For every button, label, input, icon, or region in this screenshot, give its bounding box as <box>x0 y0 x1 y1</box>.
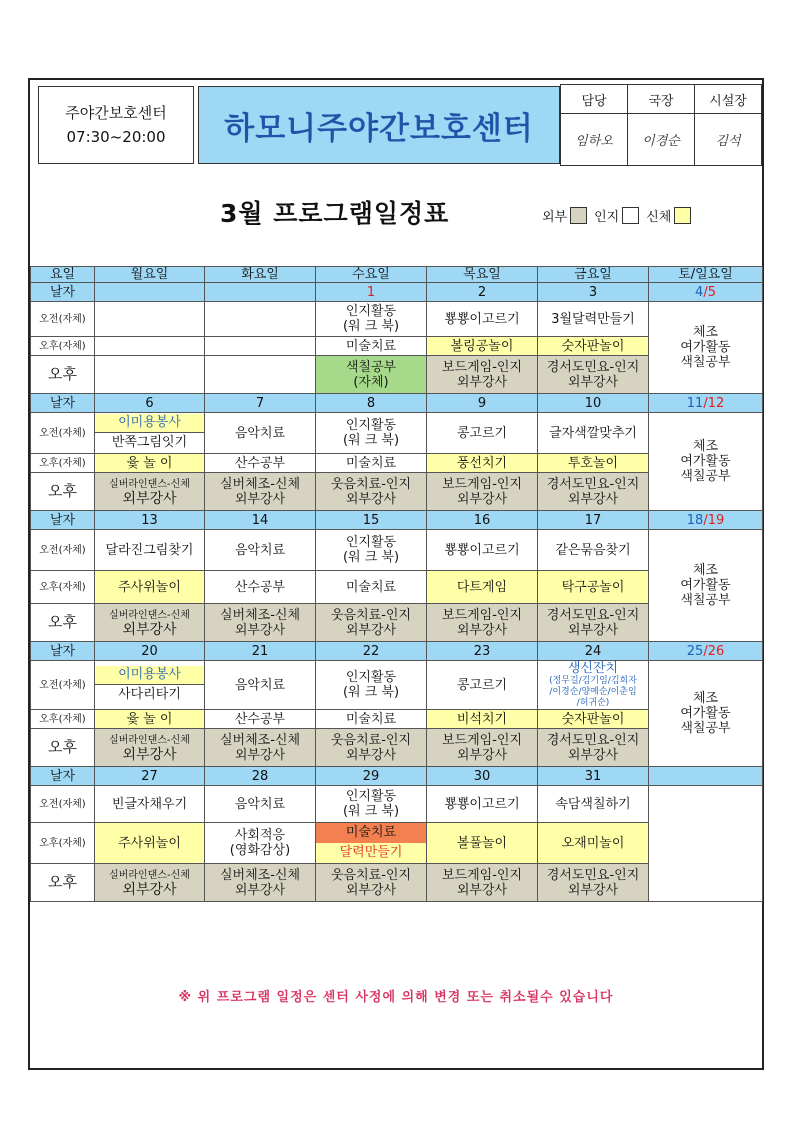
weekend-activity: 체조 <box>692 691 719 706</box>
weekend-activity: 여가활동 <box>680 706 731 721</box>
date-cell: 10 <box>538 394 649 413</box>
activity-text: 뿅뿅이고르기 <box>427 786 538 823</box>
approval-signature: 김석 <box>695 114 762 166</box>
activity-text: 3월달력만들기 <box>538 302 649 337</box>
row-label: 오후(자체) <box>31 710 95 729</box>
weekend-activity: 체조 <box>692 563 719 578</box>
date-cell: 3 <box>538 283 649 302</box>
activity-text: 산수공부 <box>205 710 316 729</box>
activity-text: 산수공부 <box>205 454 316 473</box>
approval-signature: 이경순 <box>628 114 695 166</box>
approval-role: 국장 <box>628 85 695 114</box>
sunday-date: /26 <box>703 643 725 659</box>
activity-text: 달라진그림찾기 <box>95 530 205 571</box>
date-row <box>31 642 763 661</box>
date-row-label: 날자 <box>31 283 95 302</box>
activity-text: 실버체조-신체 외부강사 <box>205 604 316 642</box>
activity-text: 사회적응 (영화감상) <box>205 823 316 864</box>
activity-text: 경서도민요-인지 외부강사 <box>538 729 649 767</box>
footer-notice: ※ 위 프로그램 일정은 센터 사정에 의해 변경 또는 취소될수 있습니다 <box>178 990 614 1005</box>
weekend-activities <box>649 661 763 767</box>
legend-swatch <box>570 207 587 224</box>
row-label: 오후 <box>31 729 95 767</box>
date-cell <box>205 283 316 302</box>
weekend-activity: 체조 <box>692 439 719 454</box>
weekday-header: 목요일 <box>427 267 538 283</box>
date-cell: 27 <box>95 767 205 786</box>
row-label: 오후 <box>31 473 95 511</box>
activity-text: 주사위놀이 <box>95 571 205 604</box>
line-dance-label: 실버라인댄스-신체 <box>109 869 190 881</box>
activity-text: 인지활동 (워 크 북) <box>316 786 427 823</box>
date-cell: 16 <box>427 511 538 530</box>
row-label: 오후(자체) <box>31 337 95 356</box>
weekend-activity: 여가활동 <box>680 454 731 469</box>
activity-text: 글자색깔맞추기 <box>538 413 649 454</box>
weekend-activity: 여가활동 <box>680 340 731 355</box>
row-label: 오후 <box>31 604 95 642</box>
weekday-header: 금요일 <box>538 267 649 283</box>
activity-text: 보드게임-인지 외부강사 <box>427 473 538 511</box>
activity-text: 다트게임 <box>427 571 538 604</box>
activity-text: 인지활동 (워 크 북) <box>316 302 427 337</box>
page-title: 하모니주야간보호센터 <box>198 86 560 164</box>
weekend-date-cell <box>649 511 763 530</box>
birthday-party-label: 생신잔치 <box>567 661 619 676</box>
date-cell: 29 <box>316 767 427 786</box>
activity-text: 같은묶음찾기 <box>538 530 649 571</box>
date-row <box>31 767 763 786</box>
activity-text: 웃음치료-인지 외부강사 <box>316 864 427 902</box>
activity-text: 보드게임-인지 외부강사 <box>427 356 538 394</box>
activity-text <box>95 302 205 337</box>
weekend-empty <box>649 786 763 902</box>
am-row <box>31 530 763 571</box>
line-dance-label: 실버라인댄스-신체 <box>109 609 190 621</box>
line-dance-label: 실버라인댄스-신체 <box>109 734 190 746</box>
weekday-header: 요일 <box>31 267 95 283</box>
weekend-activity: 여가활동 <box>680 578 731 593</box>
legend-label: 외부 <box>542 210 568 225</box>
line-dance-label: 실버라인댄스-신체 <box>109 478 190 490</box>
activity-text: 음악치료 <box>205 786 316 823</box>
date-row <box>31 394 763 413</box>
activity-text: 숫자판놀이 <box>538 710 649 729</box>
activity-text: 웃음치료-인지 외부강사 <box>316 729 427 767</box>
saturday-date: 11 <box>686 395 704 411</box>
date-cell: 2 <box>427 283 538 302</box>
row-label: 오후(자체) <box>31 571 95 604</box>
row-label: 오후 <box>31 356 95 394</box>
saturday-date: 18 <box>686 512 704 528</box>
weekday-header-row <box>31 267 763 283</box>
weekend-date-cell <box>649 767 763 786</box>
activity-text: 경서도민요-인지 외부강사 <box>538 473 649 511</box>
legend-swatch <box>622 207 639 224</box>
activity-text: 윷 놀 이 <box>95 454 205 473</box>
weekend-activities <box>649 302 763 394</box>
weekend-date-cell <box>649 394 763 413</box>
weekend-activity: 색칠공부 <box>680 593 731 608</box>
date-cell: 6 <box>95 394 205 413</box>
date-cell: 17 <box>538 511 649 530</box>
header <box>30 80 762 170</box>
activity-text: 뿅뿅이고르기 <box>427 530 538 571</box>
activity-text <box>205 337 316 356</box>
date-cell: 24 <box>538 642 649 661</box>
date-cell: 20 <box>95 642 205 661</box>
activity-text: 인지활동 (워 크 북) <box>316 661 427 710</box>
approval-signature: 임하오 <box>561 114 628 166</box>
activity-text: 사다리타기 <box>118 686 181 702</box>
activity-cell <box>538 661 649 710</box>
approval-role: 시설장 <box>695 85 762 114</box>
date-cell: 31 <box>538 767 649 786</box>
activity-text: 투호놀이 <box>538 454 649 473</box>
activity-text: 반쪽그림잇기 <box>111 434 188 450</box>
weekday-header: 월요일 <box>95 267 205 283</box>
activity-cell <box>95 604 205 642</box>
schedule-title: 3월 프로그램일정표 <box>220 199 450 228</box>
row-label: 오후(자체) <box>31 823 95 864</box>
weekend-date-cell <box>649 283 763 302</box>
activity-text: 뿅뿅이고르기 <box>427 302 538 337</box>
activity-text: 볼링공놀이 <box>427 337 538 356</box>
row-label: 오후 <box>31 864 95 902</box>
activity-text: 미술치료 <box>316 710 427 729</box>
row-label: 오전(자체) <box>31 530 95 571</box>
row-label: 오전(자체) <box>31 302 95 337</box>
activity-cell <box>316 823 427 864</box>
activity-text: 풍선치기 <box>427 454 538 473</box>
activity-cell <box>95 473 205 511</box>
activity-text: 보드게임-인지 외부강사 <box>427 729 538 767</box>
date-cell: 28 <box>205 767 316 786</box>
activity-text: 음악치료 <box>205 413 316 454</box>
activity-text <box>205 356 316 394</box>
activity-text: 윷 놀 이 <box>95 710 205 729</box>
activity-text: 콩고르기 <box>427 413 538 454</box>
sunday-date: /5 <box>703 284 716 300</box>
schedule-table <box>30 266 763 902</box>
activity-text: 외부강사 <box>122 621 177 638</box>
activity-text <box>95 337 205 356</box>
center-info <box>38 86 194 164</box>
activity-text: 웃음치료-인지 외부강사 <box>316 604 427 642</box>
activity-text: 외부강사 <box>122 490 177 507</box>
sunday-date: /12 <box>703 395 725 411</box>
weekend-activity: 색칠공부 <box>680 469 731 484</box>
activity-text: 미술치료 <box>316 337 427 356</box>
date-cell: 1 <box>316 283 427 302</box>
activity-text: 경서도민요-인지 외부강사 <box>538 356 649 394</box>
date-cell: 22 <box>316 642 427 661</box>
activity-text: 색칠공부 (자체) <box>316 356 427 394</box>
date-cell: 8 <box>316 394 427 413</box>
activity-text: 탁구공놀이 <box>538 571 649 604</box>
activity-text <box>205 302 316 337</box>
saturday-date: 4 <box>695 284 704 300</box>
am-row <box>31 302 763 337</box>
row-label: 오전(자체) <box>31 413 95 454</box>
row-label: 오전(자체) <box>31 786 95 823</box>
activity-cell <box>95 729 205 767</box>
beauty-service-label: 이미용봉사 <box>95 666 204 685</box>
center-name: 주야간보호센터 <box>65 104 167 122</box>
sunday-date: /19 <box>703 512 725 528</box>
calendar-making-label: 달력만들기 <box>316 843 426 863</box>
weekend-activity: 색칠공부 <box>680 355 731 370</box>
date-row <box>31 511 763 530</box>
activity-text: 볼풀놀이 <box>427 823 538 864</box>
activity-text: 속담색칠하기 <box>538 786 649 823</box>
activity-text: 보드게임-인지 외부강사 <box>427 864 538 902</box>
activity-cell <box>95 864 205 902</box>
weekend-activities <box>649 413 763 511</box>
approval-role: 담당 <box>561 85 628 114</box>
activity-text: 음악치료 <box>205 530 316 571</box>
activity-text <box>95 356 205 394</box>
activity-cell <box>95 661 205 710</box>
activity-text: 미술치료 <box>316 454 427 473</box>
birthday-names: (정무길/김기임/김희자 /이경순/양예순/이춘임 /허귀순) <box>549 676 637 708</box>
legend-label: 인지 <box>594 210 620 225</box>
activity-text: 보드게임-인지 외부강사 <box>427 604 538 642</box>
date-cell: 23 <box>427 642 538 661</box>
activity-text: 비석치기 <box>427 710 538 729</box>
activity-text: 주사위놀이 <box>95 823 205 864</box>
activity-text: 미술치료 <box>316 571 427 604</box>
date-row-label: 날자 <box>31 767 95 786</box>
activity-text: 외부강사 <box>122 881 177 898</box>
am-row <box>31 661 763 710</box>
weekday-header: 수요일 <box>316 267 427 283</box>
date-cell <box>95 283 205 302</box>
activity-text: 빈글자채우기 <box>95 786 205 823</box>
activity-text: 실버체조-신체 외부강사 <box>205 864 316 902</box>
date-cell: 15 <box>316 511 427 530</box>
am-row <box>31 413 763 454</box>
date-cell: 30 <box>427 767 538 786</box>
activity-text: 경서도민요-인지 외부강사 <box>538 604 649 642</box>
activity-text: 산수공부 <box>205 571 316 604</box>
date-cell: 9 <box>427 394 538 413</box>
operating-hours: 07:30~20:00 <box>66 128 166 146</box>
weekend-date-cell <box>649 642 763 661</box>
activity-text: 음악치료 <box>205 661 316 710</box>
activity-text: 실버체조-신체 외부강사 <box>205 473 316 511</box>
activity-text: 실버체조-신체 외부강사 <box>205 729 316 767</box>
legend <box>542 206 695 225</box>
weekend-activity: 색칠공부 <box>680 721 731 736</box>
activity-text: 인지활동 (워 크 북) <box>316 530 427 571</box>
date-cell: 13 <box>95 511 205 530</box>
weekend-activities <box>649 530 763 642</box>
date-row-label: 날자 <box>31 642 95 661</box>
weekend-activity: 체조 <box>692 325 719 340</box>
legend-label: 신체 <box>646 210 672 225</box>
activity-text: 웃음치료-인지 외부강사 <box>316 473 427 511</box>
date-cell: 21 <box>205 642 316 661</box>
activity-text: 경서도민요-인지 외부강사 <box>538 864 649 902</box>
activity-text: 외부강사 <box>122 746 177 763</box>
activity-text: 오재미놀이 <box>538 823 649 864</box>
weekday-header: 화요일 <box>205 267 316 283</box>
activity-text: 인지활동 (워 크 북) <box>316 413 427 454</box>
legend-swatch <box>674 207 691 224</box>
row-label: 오후(자체) <box>31 454 95 473</box>
activity-text: 콩고르기 <box>427 661 538 710</box>
date-cell: 14 <box>205 511 316 530</box>
date-row-label: 날자 <box>31 394 95 413</box>
date-row-label: 날자 <box>31 511 95 530</box>
activity-cell <box>95 413 205 454</box>
row-label: 오전(자체) <box>31 661 95 710</box>
weekday-header: 토/일요일 <box>649 267 763 283</box>
beauty-service-label: 이미용봉사 <box>95 414 204 433</box>
saturday-date: 25 <box>686 643 704 659</box>
date-row <box>31 283 763 302</box>
am-row <box>31 786 763 823</box>
date-cell: 7 <box>205 394 316 413</box>
schedule-sheet <box>28 78 764 1070</box>
activity-text: 미술치료 <box>345 825 397 840</box>
activity-text: 숫자판놀이 <box>538 337 649 356</box>
approval-box <box>560 84 762 166</box>
